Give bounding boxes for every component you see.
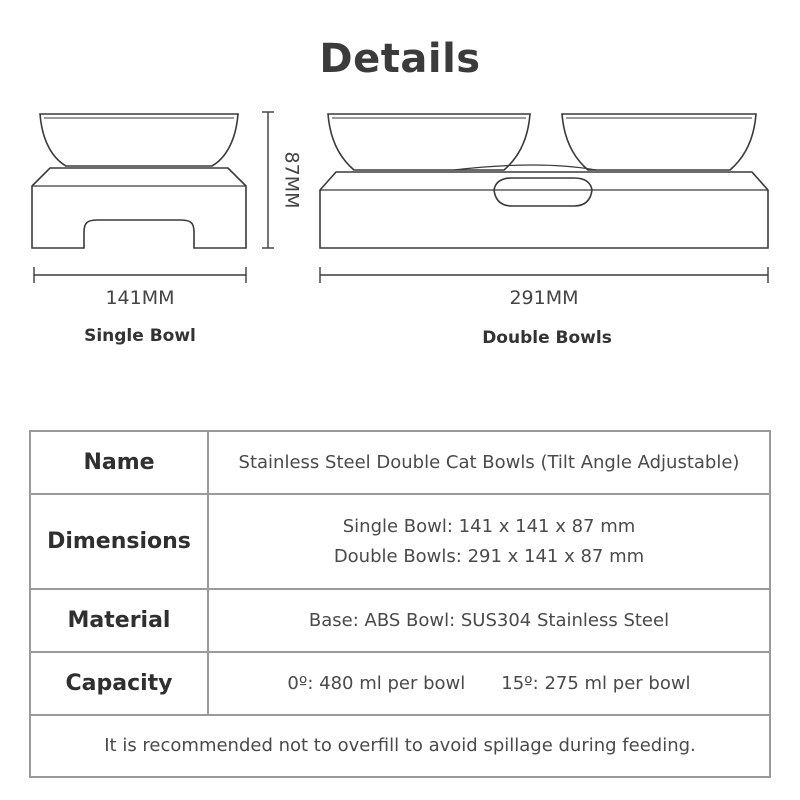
single-bowl-drawing — [32, 114, 246, 248]
spec-row-dimensions — [30, 494, 770, 589]
spec-label-capacity: Capacity — [30, 652, 208, 715]
spec-value-capacity — [208, 652, 770, 715]
capacity-0-degree: 0º: 480 ml per bowl — [287, 672, 466, 694]
page-title: Details — [319, 36, 481, 82]
double-width-label: 291MM — [509, 287, 579, 309]
dimensions-double-line: Double Bowls: 291 x 141 x 87 mm — [333, 545, 645, 567]
single-width-label: 141MM — [105, 287, 175, 309]
height-dimension-line — [262, 112, 274, 248]
spec-row-note — [30, 715, 770, 777]
spec-row-material — [30, 589, 770, 652]
double-width-dimension-line — [320, 267, 768, 283]
spec-note: It is recommended not to overfill to avoid spillage during feeding. — [30, 715, 770, 777]
spec-label-material: Material — [30, 589, 208, 652]
height-label: 87MM — [280, 151, 303, 209]
capacity-15-degree: 15º: 275 ml per bowl — [501, 672, 691, 694]
spec-row-name — [30, 431, 770, 494]
dimensions-single-line: Single Bowl: 141 x 141 x 87 mm — [342, 515, 636, 537]
double-bowl-drawing — [320, 114, 768, 248]
spec-label-dimensions: Dimensions — [30, 494, 208, 589]
single-bowl-caption: Single Bowl — [84, 326, 196, 346]
spec-row-capacity — [30, 652, 770, 715]
specifications-table — [29, 430, 771, 778]
single-width-dimension-line — [34, 267, 246, 283]
double-bowls-caption: Double Bowls — [482, 328, 612, 348]
spec-value-material: Base: ABS Bowl: SUS304 Stainless Steel — [208, 589, 770, 652]
spec-value-dimensions — [208, 494, 770, 589]
spec-value-name: Stainless Steel Double Cat Bowls (Tilt Angle Adjustable) — [208, 431, 770, 494]
spec-label-name: Name — [30, 431, 208, 494]
